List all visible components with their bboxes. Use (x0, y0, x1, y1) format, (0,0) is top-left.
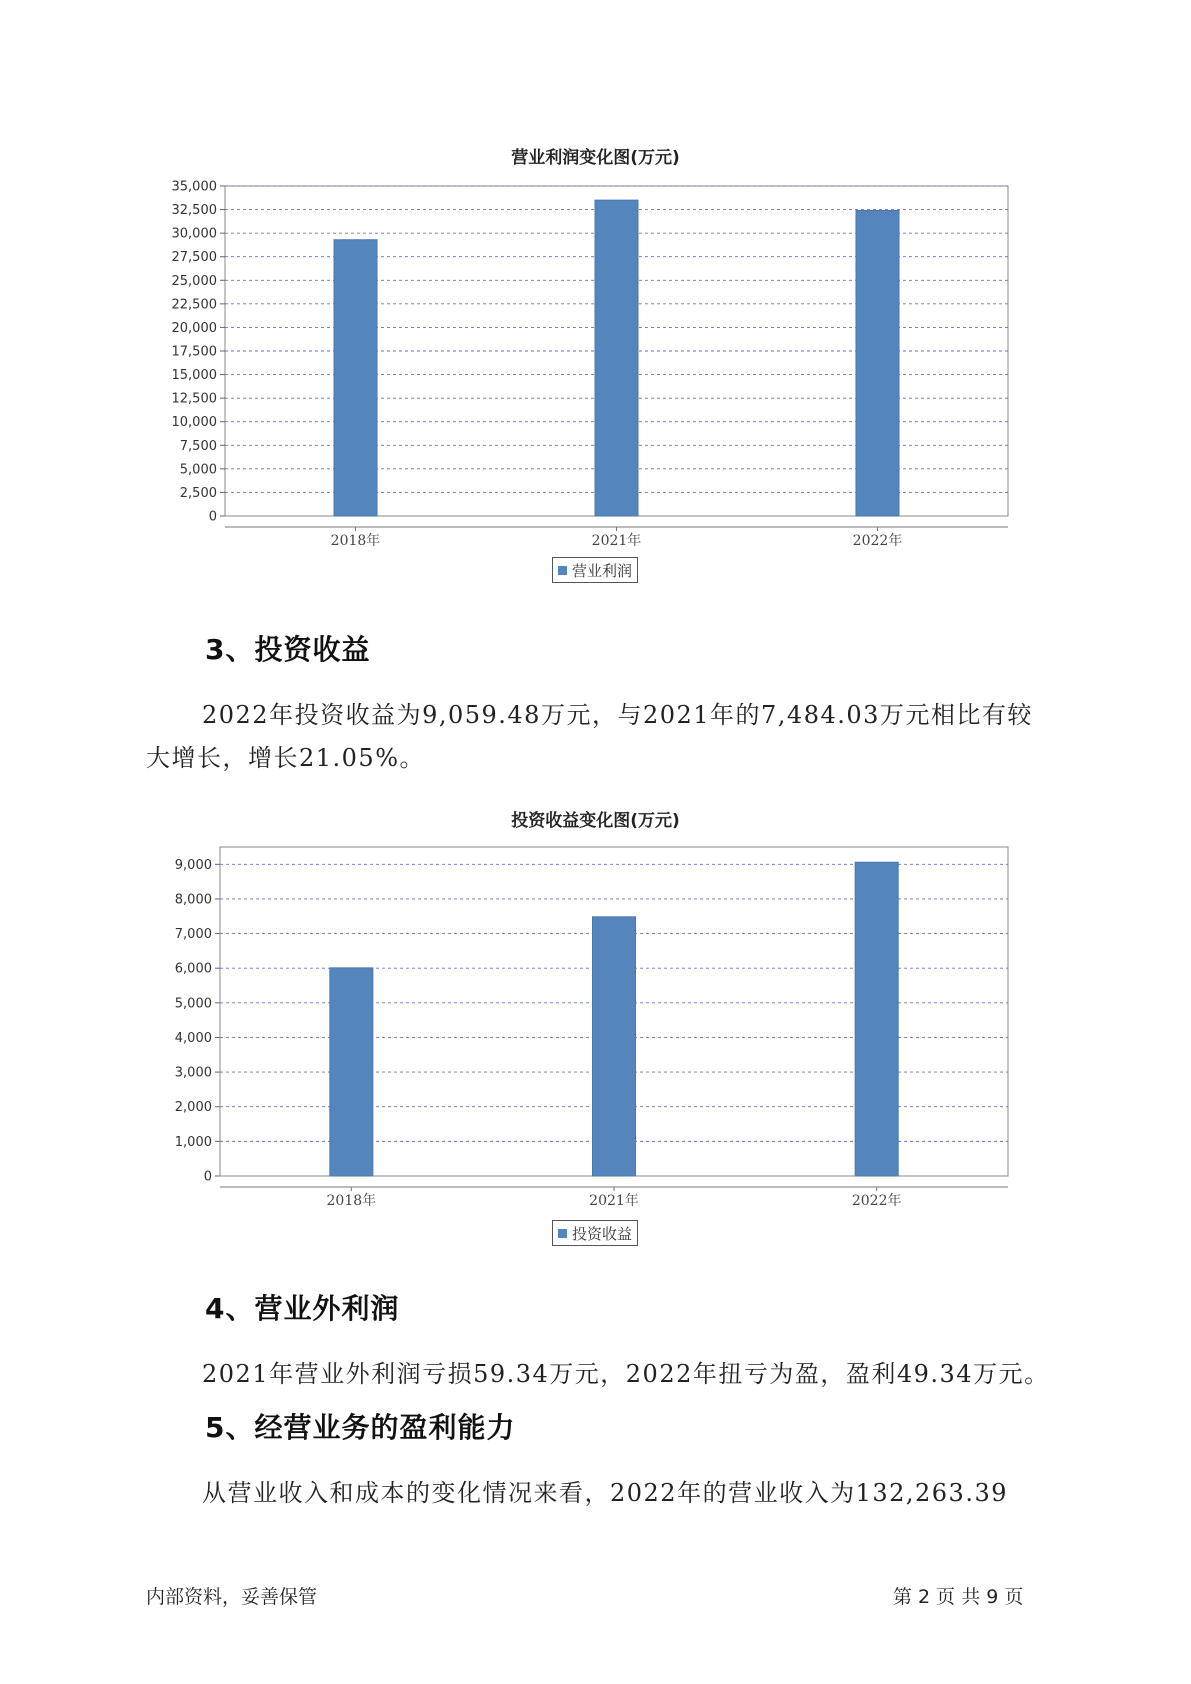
y-tick-label: 8,000 (174, 892, 212, 908)
y-tick-label: 30,000 (171, 226, 217, 242)
y-tick-label: 10,000 (171, 415, 217, 431)
chart2-legend-label: 投资收益 (572, 1224, 633, 1243)
footer-confidential: 内部资料，妥善保管 (146, 1586, 318, 1608)
y-tick-label: 4,000 (174, 1030, 212, 1046)
x-tick-label: 2021年 (591, 533, 642, 549)
chart2-legend (552, 1220, 638, 1246)
chart1-legend-label: 营业利润 (572, 561, 633, 580)
y-tick-label: 0 (203, 1169, 212, 1185)
section5-heading: 5、经营业务的盈利能力 (205, 1411, 516, 1444)
y-tick-label: 1,000 (174, 1134, 212, 1150)
y-tick-label: 32,500 (171, 203, 217, 219)
y-tick-label: 35,000 (171, 179, 217, 195)
x-tick-label: 2018年 (326, 1193, 377, 1209)
x-tick-label: 2022年 (851, 1193, 902, 1209)
section4-heading: 4、营业外利润 (205, 1292, 400, 1325)
y-tick-label: 7,000 (174, 927, 212, 943)
y-tick-label: 2,000 (174, 1100, 212, 1116)
y-tick-label: 6,000 (174, 961, 212, 977)
y-tick-label: 5,000 (174, 996, 212, 1012)
y-tick-label: 15,000 (171, 368, 217, 384)
y-tick-label: 27,500 (171, 250, 217, 266)
x-tick-label: 2018年 (330, 533, 381, 549)
y-tick-label: 17,500 (171, 344, 217, 360)
x-tick-label: 2021年 (589, 1193, 639, 1209)
y-tick-label: 20,000 (171, 320, 217, 336)
bar-2018年 (330, 968, 373, 1176)
y-tick-label: 9,000 (174, 857, 212, 873)
y-tick-label: 0 (208, 509, 217, 525)
y-tick-label: 5,000 (179, 462, 217, 478)
y-tick-label: 3,000 (174, 1065, 212, 1081)
y-tick-label: 22,500 (171, 297, 217, 313)
section4-line1: 2021年营业外利润亏损59.34万元，2022年扭亏为盈，盈利49.34万元。 (202, 1360, 1050, 1388)
chart2-title: 投资收益变化图(万元) (511, 811, 680, 831)
bar-2022年 (855, 862, 898, 1176)
section3-line2: 大增长，增长21.05%。 (146, 744, 426, 772)
section3-heading: 3、投资收益 (205, 633, 371, 666)
section3-line1: 2022年投资收益为9,059.48万元，与2021年的7,484.03万元相比有较 (202, 701, 1033, 729)
y-tick-label: 25,000 (171, 273, 217, 289)
y-tick-label: 12,500 (171, 391, 217, 407)
y-tick-label: 7,500 (179, 438, 217, 454)
chart1-title: 营业利润变化图(万元) (511, 148, 680, 168)
legend-swatch-icon (558, 1229, 567, 1238)
section5-line1: 从营业收入和成本的变化情况来看，2022年的营业收入为132,263.39 (202, 1479, 1008, 1507)
bar-2021年 (593, 917, 636, 1176)
y-tick-label: 2,500 (179, 485, 217, 501)
x-tick-label: 2022年 (852, 533, 903, 549)
footer-page-number: 第 2 页 共 9 页 (893, 1586, 1024, 1608)
